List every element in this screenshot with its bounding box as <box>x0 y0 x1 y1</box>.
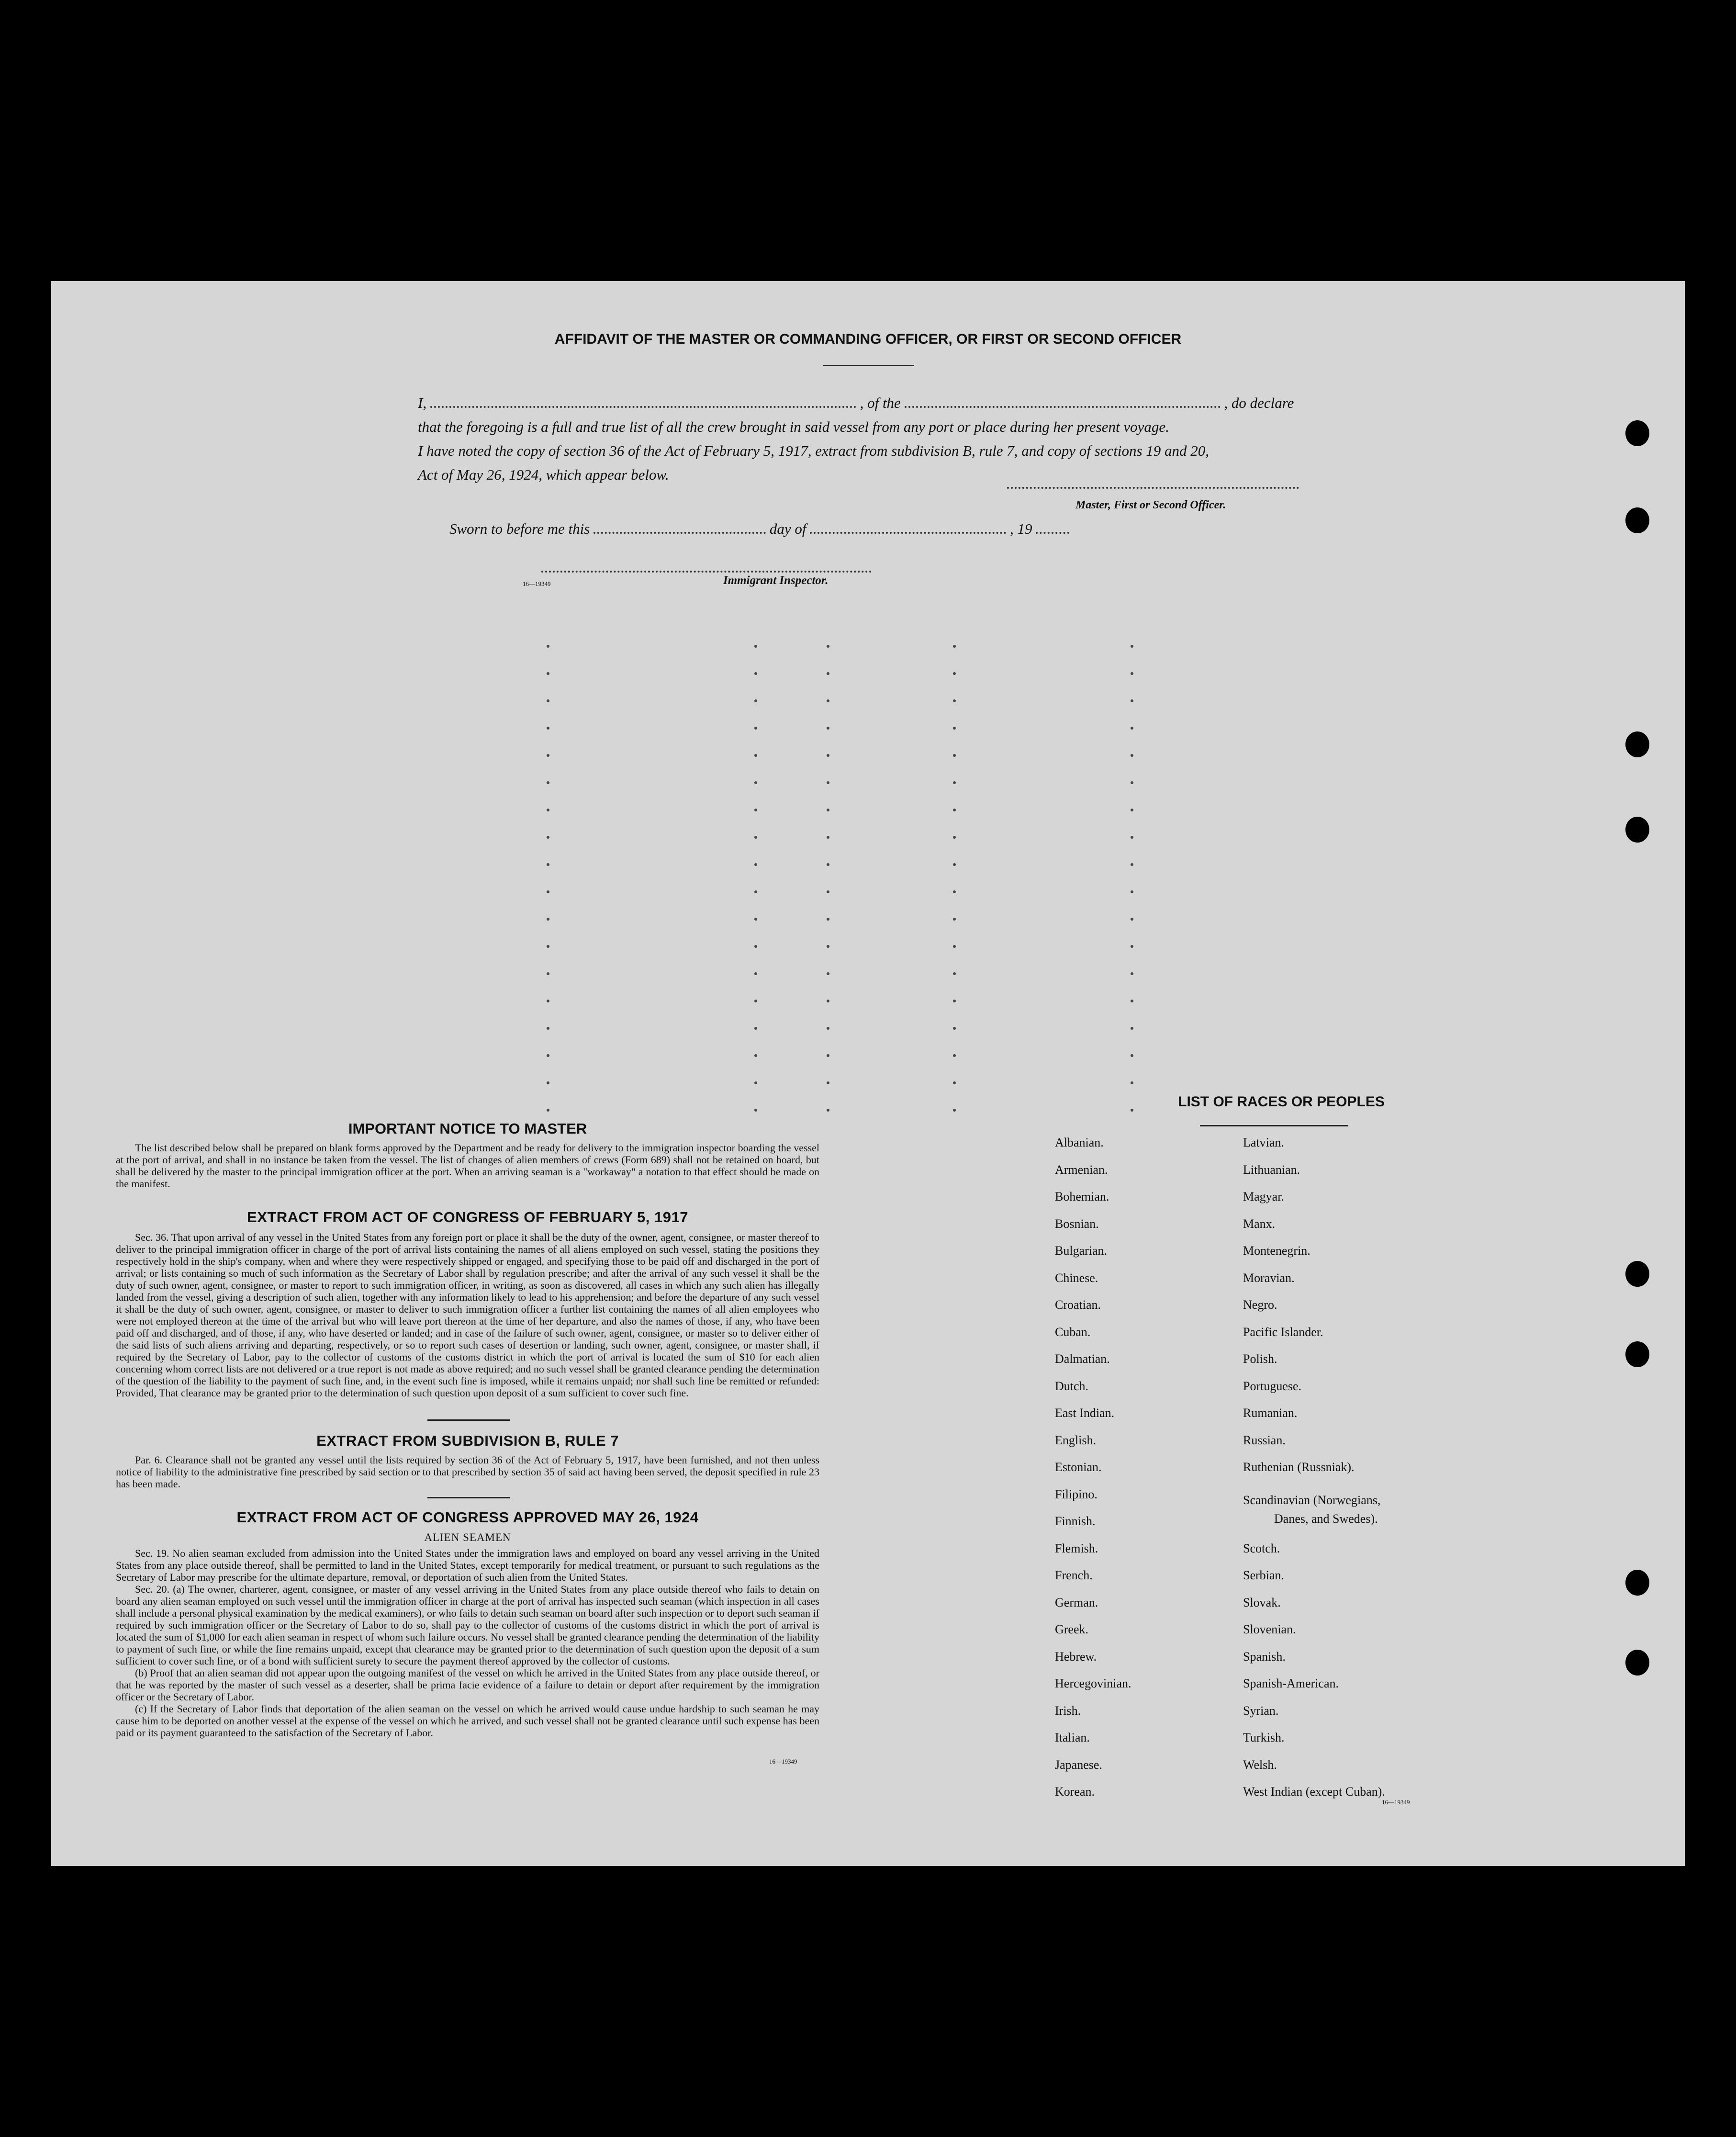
bleed-dot <box>953 863 956 866</box>
bleed-dot <box>754 890 757 893</box>
race-item: Scotch. <box>1243 1541 1280 1555</box>
bleed-dot <box>1131 945 1133 948</box>
bleed-dot <box>953 890 956 893</box>
bleed-dot <box>1131 672 1133 675</box>
sworn-line <box>449 520 1069 538</box>
bleed-dot <box>827 1000 829 1002</box>
race-item: Dutch. <box>1055 1379 1089 1393</box>
race-item: Syrian. <box>1243 1703 1279 1718</box>
sworn-day-field[interactable] <box>594 532 766 534</box>
bleed-dot <box>547 672 549 675</box>
notice-text: The list described below shall be prepared on blank forms approved by the Department and be ready for delivery to the immigration inspector boarding the vessel at the port of arrival, and shall in no instance be taken from the vessel. The list of changes of alien members of crews (Form 689) shall not be retained on board, but shall be delivered by the master to the principal immigration officer at the port. When an arriving seaman is a "workaway" a notation to that effect should be made on the manifest. <box>116 1142 819 1190</box>
extract-1924-title: EXTRACT FROM ACT OF CONGRESS APPROVED MAY 26, 1924 <box>236 1509 699 1526</box>
race-item: Bohemian. <box>1055 1190 1109 1203</box>
race-item: Croatian. <box>1055 1298 1101 1312</box>
race-item: Filipino. <box>1055 1487 1098 1501</box>
affidavit-title: AFFIDAVIT OF THE MASTER OR COMMANDING OFFICER, OR FIRST OR SECOND OFFICER <box>554 331 1182 347</box>
rule7-text: Par. 6. Clearance shall not be granted any vessel until the lists required by section 36 of the Act of February 5, 1917, have been furnished, and not then unless notice of liability to the administrative fine prescribed by said section or to that prescribed by section 35 of said act having been served, the deposit specified in rule 23 has been made. <box>116 1454 819 1490</box>
bleed-dot <box>754 1109 757 1112</box>
bleed-dot <box>547 699 549 702</box>
race-item: Estonian. <box>1055 1460 1102 1474</box>
bleed-dot <box>953 1109 956 1112</box>
race-item: Welsh. <box>1243 1757 1277 1772</box>
bleed-dot <box>547 727 549 730</box>
bleed-dot <box>827 699 829 702</box>
race-item: Pacific Islander. <box>1243 1325 1323 1339</box>
race-item: Moravian. <box>1243 1271 1295 1285</box>
race-item: Serbian. <box>1243 1568 1284 1582</box>
race-item: Dalmatian. <box>1055 1352 1110 1366</box>
sec19-text: Sec. 19. No alien seaman excluded from admission into the United States under the immigration laws and employed on board any vessel arriving in the United States from any place outside thereof, shall be permitted to land in the United States, except temporarily for medical treatment, or pursuant to such regulations as the Secretary of Labor may prescribe for the ultimate departure, removal, or deportation of such alien from the United States. <box>116 1547 819 1583</box>
bleed-dot <box>547 809 549 811</box>
race-item: Turkish. <box>1243 1731 1285 1744</box>
form-number-right: 16—19349 <box>1382 1799 1410 1806</box>
bleed-dot <box>547 890 549 893</box>
race-item: Latvian. <box>1243 1136 1284 1149</box>
race-scandinavian-continued: Danes, and Swedes). <box>1274 1512 1378 1526</box>
inspector-signature-field[interactable] <box>541 571 872 573</box>
race-item: Ruthenian (Russniak). <box>1243 1460 1355 1474</box>
bleed-dot <box>827 781 829 784</box>
bleed-dot <box>1131 727 1133 730</box>
bleed-dot <box>827 754 829 757</box>
bleed-dot <box>547 1027 549 1030</box>
bleed-dot <box>547 1081 549 1084</box>
form-number-left: 16—19349 <box>769 1758 797 1765</box>
bleed-dot <box>827 1054 829 1057</box>
bleed-dot <box>754 754 757 757</box>
affidavit-body <box>418 391 1370 487</box>
extract-1917-text: Sec. 36. That upon arrival of any vessel in the United States from any foreign port or place it shall be the duty of the owner, agent, consignee, or master thereof to deliver to the principal immigration officer in charge of the port of arrival lists containing the names of all aliens employed on such vessel, stating the positions they respectively hold in the ship's company, when and where they were respectively shipped or engaged, and specifying those to be paid off and discharged in the port of arrival; or lists containing so much of such information as the Secretary of Labor shall by regulation prescribe; and after the arrival of any such vessel it shall be the duty of such owner, agent, consignee, or master to report to such immigration officer, in writing, as soon as discovered, all cases in which any such alien has illegally landed from the vessel, giving a description of such alien, together with any information likely to lead to his apprehension; and before the departure of any such vessel it shall be the duty of such owner, agent, consignee, or master to deliver to such immigration officer a further list containing the names of all alien employees who were not employed thereon at the time of the arrival but who will leave port thereon at the time of her departure, and also the names of those, if any, who have been paid off and discharged, and of those, if any, who have deserted or landed; and in case of the failure of such owner, agent, consignee, or master so to deliver either of the said lists of such aliens arriving and departing, respectively, or so to report such cases of desertion or landing, such owner, agent, consignee, or master shall, if required by the Secretary of Labor, pay to the collector of customs of the customs district in which the port of arrival is located the sum of $10 for each alien concerning whom correct lists are not delivered or a true report is not made as above required; and no such vessel shall be granted clearance pending the determination of the question of the liability to the payment of such fine, and, in the event such fine is imposed, while it remains unpaid; nor shall such fine be remitted or refunded: Provided, That clearance may be granted prior to the determination of such question upon deposit of a sum sufficient to cover such fine. <box>116 1231 819 1399</box>
bleed-dot <box>754 918 757 921</box>
race-item: Russian. <box>1243 1433 1286 1447</box>
sec20a-text: Sec. 20. (a) The owner, charterer, agent, consignee, or master of any vessel arriving in the United States from any place outside thereof who fails to detain on board any alien seaman employed on such vessel until the immigration officer in charge at the port of arrival has inspected such seaman (which inspection in all cases shall include a personal physical examination by the medical examiners), or who fails to detain such seaman on board after such inspection or to deport such seaman if required by such immigration officer or the Secretary of Labor to do so, shall pay to the collector of customs of the customs district in which the port of arrival is located the sum of $1,000 for each alien seaman in respect of whom such failure occurs. No vessel shall be granted clearance pending the determination of the liability to payment of such fine, or while the fine remains unpaid, except that clearance may be granted prior to the determination of such question upon the deposit of a sum sufficient to cover such fine, or of a bond with sufficient surety to secure the payment thereof approved by the collector of customs. <box>116 1583 819 1667</box>
bleed-dot <box>953 918 956 921</box>
bleed-dot <box>1131 836 1133 839</box>
race-item: Cuban. <box>1055 1325 1091 1339</box>
race-item: Portuguese. <box>1243 1379 1302 1393</box>
bleed-dot <box>754 1081 757 1084</box>
race-item: Slovenian. <box>1243 1622 1296 1636</box>
race-item: Japanese. <box>1055 1757 1102 1772</box>
race-item: Flemish. <box>1055 1541 1098 1555</box>
race-item: East Indian. <box>1055 1406 1115 1420</box>
race-item: Greek. <box>1055 1622 1089 1636</box>
bleed-dot <box>754 699 757 702</box>
vessel-field[interactable] <box>905 406 1221 408</box>
binder-hole-2 <box>1625 507 1649 533</box>
bleed-dot <box>827 890 829 893</box>
race-item: Italian. <box>1055 1731 1090 1744</box>
bleed-dot <box>1131 1000 1133 1002</box>
bleed-dot <box>1131 1081 1133 1084</box>
bleed-dot <box>547 945 549 948</box>
bleed-dot <box>1131 890 1133 893</box>
bleed-dot <box>754 1054 757 1057</box>
race-item: Armenian. <box>1055 1162 1108 1177</box>
bleed-dot <box>827 836 829 839</box>
bleed-dot <box>953 727 956 730</box>
bleed-dot <box>827 727 829 730</box>
divider-2 <box>427 1497 510 1498</box>
declare-label: , do declare <box>1224 394 1294 411</box>
bleed-dot <box>547 1054 549 1057</box>
bleed-dot <box>754 836 757 839</box>
bleed-dot <box>754 672 757 675</box>
bleed-dot <box>827 645 829 648</box>
title-divider <box>823 365 914 366</box>
bleed-dot <box>827 945 829 948</box>
affidavit-line4: Act of May 26, 1924, which appear below. <box>418 466 669 483</box>
binder-hole-7 <box>1625 1570 1649 1596</box>
bleed-dot <box>547 1109 549 1112</box>
bleed-dot <box>754 863 757 866</box>
bleed-dot <box>827 863 829 866</box>
divider-1 <box>427 1419 510 1421</box>
rule7-title: EXTRACT FROM SUBDIVISION B, RULE 7 <box>316 1432 619 1449</box>
bleed-dot <box>1131 699 1133 702</box>
races-title: LIST OF RACES OR PEOPLES <box>1178 1094 1385 1110</box>
race-item: Hebrew. <box>1055 1649 1097 1664</box>
master-signature-label: Master, First or Second Officer. <box>1075 499 1226 511</box>
race-item: German. <box>1055 1595 1098 1609</box>
sworn-year-field[interactable] <box>1036 532 1069 534</box>
bleed-dot <box>754 645 757 648</box>
race-item: Bulgarian. <box>1055 1244 1108 1258</box>
bleed-dot <box>754 945 757 948</box>
name-field[interactable] <box>430 406 856 408</box>
bleed-dot <box>827 1027 829 1030</box>
bleed-dot <box>953 699 956 702</box>
bleed-dot <box>547 836 549 839</box>
bleed-dot <box>953 1000 956 1002</box>
binder-hole-4 <box>1625 817 1649 843</box>
races-divider <box>1200 1125 1348 1126</box>
bleed-dot <box>754 727 757 730</box>
bleed-dot <box>953 1081 956 1084</box>
bleed-dot <box>953 672 956 675</box>
bleed-dot <box>827 1081 829 1084</box>
bleed-dot <box>827 672 829 675</box>
bleed-dot <box>1131 1054 1133 1057</box>
binder-hole-3 <box>1625 731 1649 757</box>
bleed-dot <box>547 863 549 866</box>
bleed-dot <box>953 645 956 648</box>
bleed-dot <box>1131 754 1133 757</box>
bleed-dot <box>827 972 829 975</box>
bleed-dot <box>1131 809 1133 811</box>
i-label: I, <box>418 394 427 411</box>
sworn-label: Sworn to before me this <box>449 520 590 537</box>
race-item: Chinese. <box>1055 1271 1098 1285</box>
race-item: Spanish. <box>1243 1649 1286 1664</box>
race-item: Korean. <box>1055 1785 1095 1799</box>
race-item: Hercegovinian. <box>1055 1676 1131 1690</box>
binder-hole-8 <box>1625 1650 1649 1676</box>
race-item: Bosnian. <box>1055 1216 1099 1231</box>
race-item: Polish. <box>1243 1352 1277 1366</box>
alien-seamen-subtitle: ALIEN SEAMEN <box>424 1531 511 1543</box>
bleed-dot <box>547 972 549 975</box>
bleed-dot <box>1131 972 1133 975</box>
bleed-dot <box>754 972 757 975</box>
sec20c-text: (c) If the Secretary of Labor finds that deportation of the alien seaman on the vessel on which he arrived would cause undue hardship to such seaman he may cause him to be deported on another vessel at the expense of the vessel on which he arrived, and such vessel shall not be granted clearance until such expense has been paid or its payment guaranteed to the satisfaction of the Secretary of Labor. <box>116 1703 819 1739</box>
race-item: Spanish-American. <box>1243 1676 1339 1690</box>
affidavit-line1 <box>418 391 1370 415</box>
bleed-dot <box>1131 863 1133 866</box>
binder-hole-1 <box>1625 420 1649 446</box>
race-item: West Indian (except Cuban). <box>1243 1785 1385 1799</box>
bleed-dot <box>754 1027 757 1030</box>
extract-1924-body <box>116 1547 819 1739</box>
race-item: English. <box>1055 1433 1096 1447</box>
bleed-dot <box>953 754 956 757</box>
bleed-dot <box>953 1027 956 1030</box>
form-number-top: 16—19349 <box>523 580 551 587</box>
bleed-dot <box>754 809 757 811</box>
inspector-label: Immigrant Inspector. <box>723 574 829 587</box>
bleed-dot <box>1131 1027 1133 1030</box>
bleed-dot <box>547 781 549 784</box>
bleed-dot <box>547 1000 549 1002</box>
race-item: Scandinavian (Norwegians, <box>1243 1493 1381 1507</box>
race-item: Finnish. <box>1055 1514 1096 1528</box>
race-item: Irish. <box>1055 1703 1081 1718</box>
race-item: Magyar. <box>1243 1190 1284 1203</box>
of-the-label: , of the <box>860 394 901 411</box>
race-item: French. <box>1055 1568 1093 1582</box>
bleed-dot <box>754 781 757 784</box>
bleed-dot <box>754 1000 757 1002</box>
document-sheet <box>51 281 1685 1866</box>
bleed-dot <box>547 918 549 921</box>
bleed-dot <box>1131 918 1133 921</box>
bleed-dot <box>953 809 956 811</box>
race-item: Manx. <box>1243 1216 1276 1231</box>
bleed-dot <box>953 972 956 975</box>
affidavit-line3: I have noted the copy of section 36 of the Act of February 5, 1917, extract from subdivision B, rule 7, and copy of sections 19 and 20, <box>418 442 1210 459</box>
bleed-dot <box>547 645 549 648</box>
race-item: Montenegrin. <box>1243 1244 1310 1258</box>
master-signature-field[interactable] <box>1007 487 1299 489</box>
extract-1917-title: EXTRACT FROM ACT OF CONGRESS OF FEBRUARY 5, 1917 <box>247 1209 688 1226</box>
affidavit-line2: that the foregoing is a full and true list of all the crew brought in said vessel from any port or place during her present voyage. <box>418 418 1169 435</box>
binder-hole-5 <box>1625 1261 1649 1287</box>
bleed-dot <box>1131 781 1133 784</box>
bleed-dot <box>953 836 956 839</box>
race-item: Rumanian. <box>1243 1406 1298 1420</box>
sworn-month-field[interactable] <box>810 532 1006 534</box>
bleed-dot <box>547 754 549 757</box>
notice-title: IMPORTANT NOTICE TO MASTER <box>348 1120 587 1137</box>
year-label: , 19 <box>1009 520 1032 537</box>
bleed-dot <box>953 1054 956 1057</box>
bleed-dot <box>953 781 956 784</box>
race-item: Negro. <box>1243 1298 1277 1312</box>
bleed-dot <box>1131 645 1133 648</box>
race-item: Lithuanian. <box>1243 1162 1300 1177</box>
bleed-dot <box>953 945 956 948</box>
bleed-dot <box>827 918 829 921</box>
sec20b-text: (b) Proof that an alien seaman did not appear upon the outgoing manifest of the vessel on which he arrived in the United States from any place outside thereof, or that he was reported by the master of such vessel as a deserter, shall be prima facie evidence of a failure to detain or deport after requirement by the immigration officer or the Secretary of Labor. <box>116 1667 819 1703</box>
binder-hole-6 <box>1625 1341 1649 1367</box>
bleed-dot <box>827 809 829 811</box>
race-item: Slovak. <box>1243 1595 1281 1609</box>
race-item: Albanian. <box>1055 1136 1104 1149</box>
day-of-label: day of <box>769 520 806 537</box>
bleed-dot <box>827 1109 829 1112</box>
